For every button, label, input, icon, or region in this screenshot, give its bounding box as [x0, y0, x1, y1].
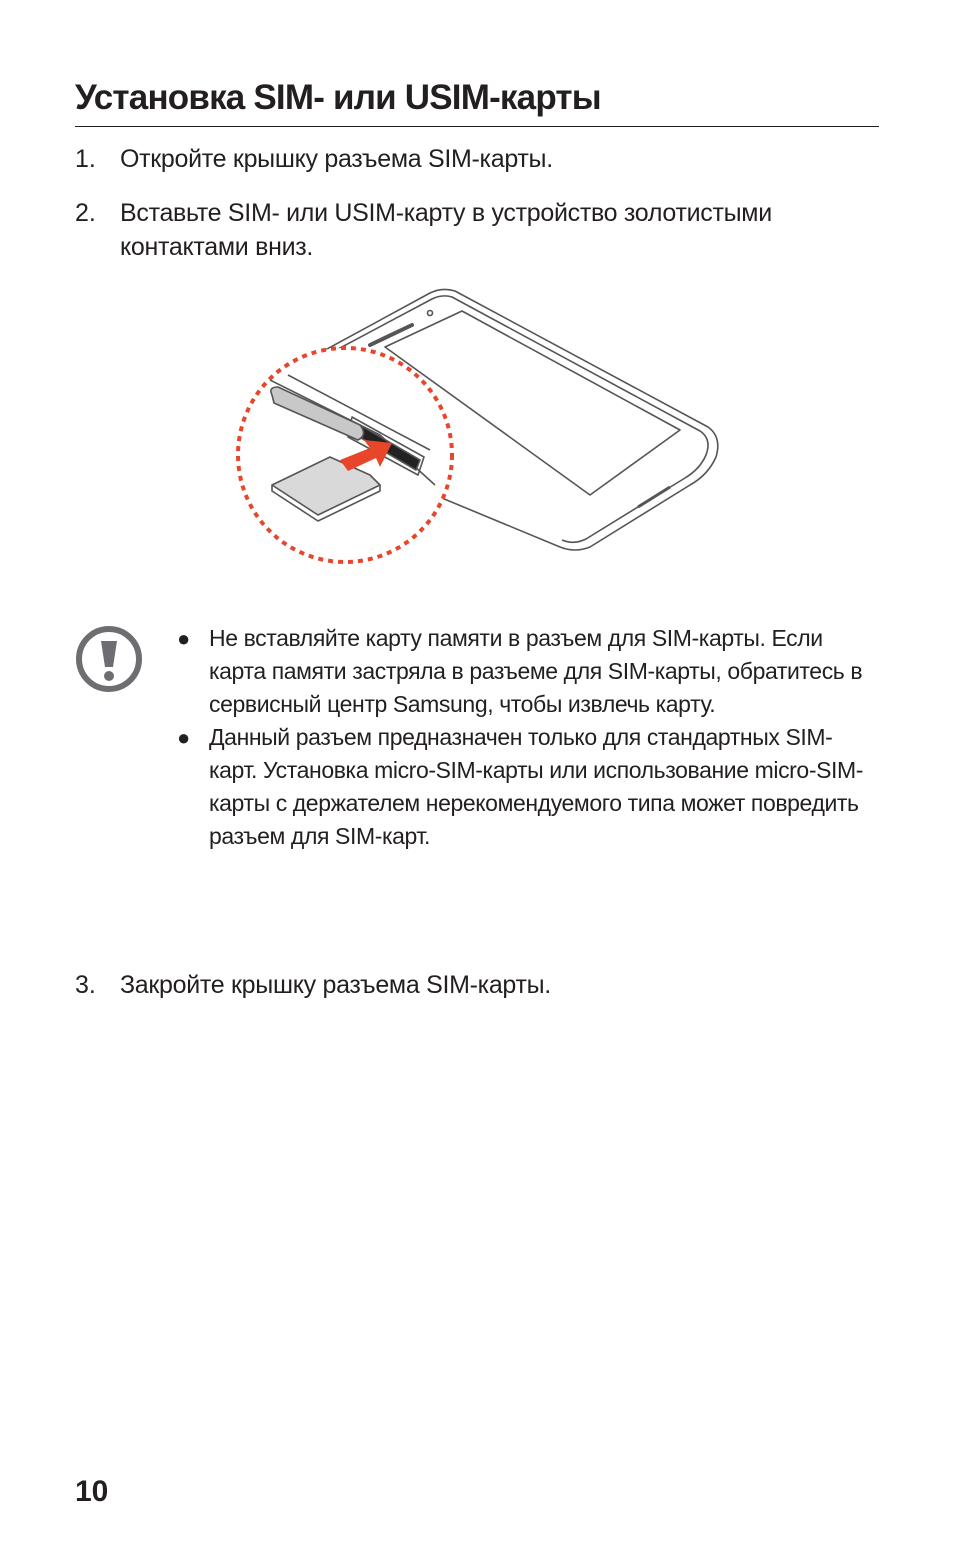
warning-text: Не вставляйте карту памяти в разъем для SIM-карты. Если карта памяти застряла в разъеме для SIM-карты, обратитесь в сервисный центр Samsung, чтобы извлечь карту. — [209, 625, 863, 717]
warning-text: Данный разъем предназначен только для стандартных SIM-карт. Установка micro-SIM-карты или использование micro-SIM-карты с держателем нерекомендуемого типа может повредить разъем для SIM-карт. — [209, 724, 864, 849]
exclamation-circle-icon — [75, 625, 143, 693]
warning-item — [175, 622, 875, 721]
tablet-camera — [428, 311, 433, 316]
warning-list — [175, 622, 875, 853]
page-title: Установка SIM- или USIM-карты — [75, 70, 879, 127]
step-text: Откройте крышку разъема SIM-карты. — [120, 145, 553, 173]
warning-item — [175, 721, 875, 853]
page-number: 10 — [75, 1475, 109, 1508]
bullet-icon: ● — [177, 725, 190, 750]
step-number: 2. — [75, 199, 96, 227]
sim-insertion-illustration — [230, 285, 730, 575]
step-text: Закройте крышку разъема SIM-карты. — [120, 971, 551, 999]
step-number: 1. — [75, 145, 96, 173]
step-text: Вставьте SIM- или USIM-карту в устройство золотистыми контактами вниз. — [120, 199, 772, 261]
step-number: 3. — [75, 971, 96, 999]
tablet-port — [638, 487, 670, 507]
bullet-icon: ● — [177, 626, 190, 651]
